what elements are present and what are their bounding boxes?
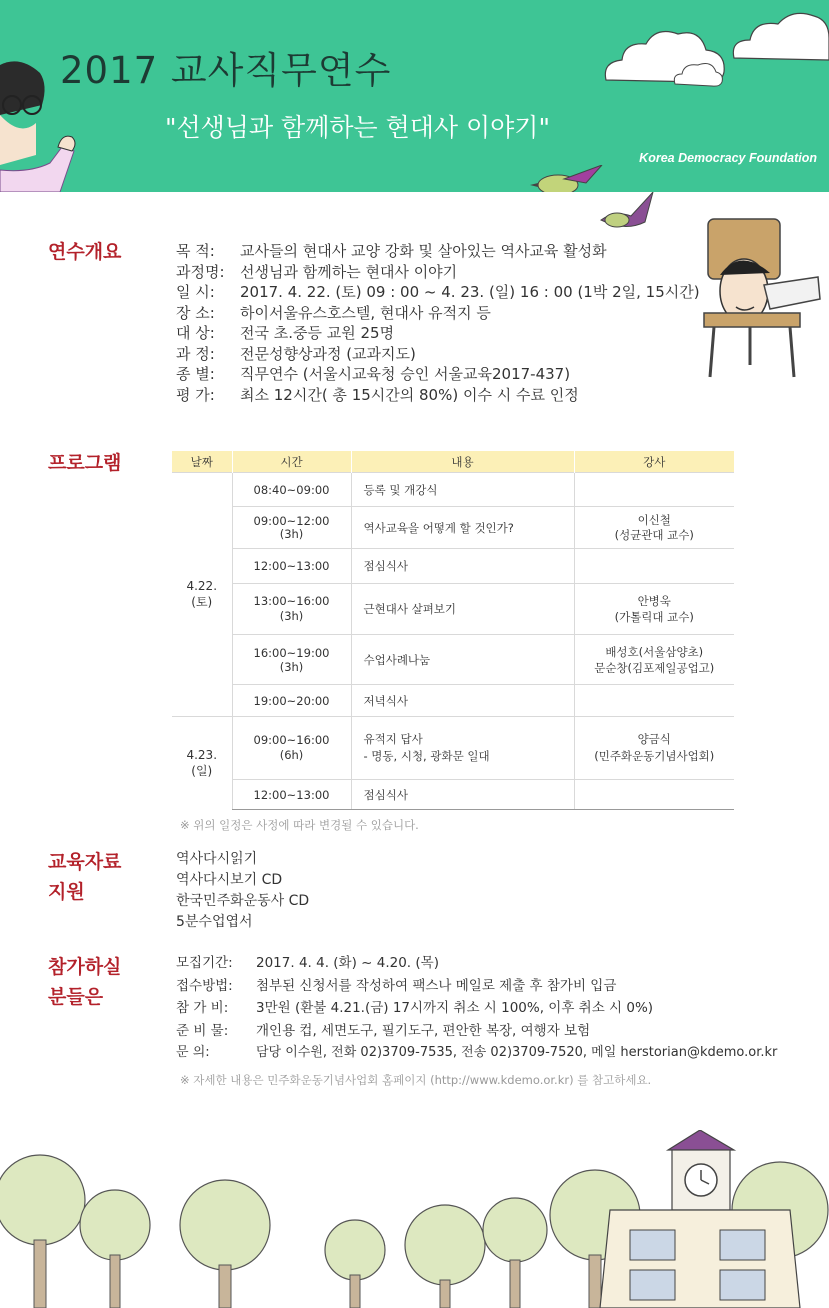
participation-row — [176, 997, 777, 1020]
column-header: 시간 — [232, 451, 351, 473]
time-cell: 16:00~19:00 (3h) — [232, 635, 351, 685]
program-heading: 프로그램 — [48, 452, 122, 474]
date-cell: 4.22. (토) — [172, 473, 232, 717]
participation-list — [176, 952, 777, 1065]
content-cell: 근현대사 살펴보기 — [351, 584, 574, 635]
bird-illustration — [595, 192, 655, 232]
overview-value: 전문성향상과정 (교과지도) — [240, 344, 416, 363]
header-banner — [0, 0, 829, 192]
overview-value: 직무연수 (서울시교육청 승인 서울교육2017-437) — [240, 365, 571, 383]
participation-value: 2017. 4. 4. (화) ~ 4.20. (목) — [256, 955, 439, 971]
participation-row — [176, 952, 777, 975]
materials-heading-line: 지원 — [48, 881, 85, 903]
lecturer-cell: 양금식 (민주화운동기념사업회) — [574, 717, 734, 780]
participation-label: 참 가 비: — [176, 1000, 229, 1016]
lecturer-cell: 이신철 (성균관대 교수) — [574, 507, 734, 549]
overview-label: 과정명: — [176, 262, 225, 281]
overview-value: 교사들의 현대사 교양 강화 및 살아있는 역사교육 활성화 — [240, 242, 607, 260]
table-row — [172, 717, 734, 780]
overview-row — [176, 323, 700, 344]
student-chair-illustration — [700, 215, 828, 380]
cloud-illustration — [730, 8, 829, 68]
homepage-note: ※ 자세한 내용은 민주화운동기념사업회 홈페이지 (http://www.kdemo.or.kr) 를 참고하세요. — [180, 1073, 652, 1087]
participation-value: 첨부된 신청서를 작성하여 팩스나 메일로 제출 후 참가비 입금 — [256, 977, 617, 994]
participation-heading — [48, 952, 121, 1012]
overview-value: 전국 초.중등 교원 25명 — [240, 324, 395, 342]
time-cell: 09:00~16:00 (6h) — [232, 717, 351, 780]
overview-label: 장 소: — [176, 303, 215, 322]
column-header: 내용 — [351, 451, 574, 473]
content-cell: 점심식사 — [351, 780, 574, 810]
content-cell: 등록 및 개강식 — [351, 473, 574, 507]
participation-label: 준 비 물: — [176, 1022, 229, 1039]
column-header: 날짜 — [172, 451, 232, 473]
overview-row — [176, 282, 700, 303]
table-header-row — [172, 451, 734, 473]
lecturer-cell — [574, 473, 734, 507]
overview-value: 최소 12시간( 총 15시간의 80%) 이수 시 수료 인정 — [240, 385, 579, 404]
participation-heading-line: 참가하실 — [48, 956, 122, 978]
overview-row — [176, 344, 700, 365]
program-table — [172, 451, 734, 810]
participation-heading-line: 분들은 — [48, 986, 104, 1008]
foundation-name: Korea Democracy Foundation — [639, 151, 817, 165]
overview-row — [176, 262, 700, 283]
participation-value: 담당 이수원, 전화 02)3709-7535, 전송 02)3709-7520, 메일 herstorian@kdemo.or.kr — [256, 1045, 778, 1060]
list-item: 한국민주화운동사 CD — [176, 893, 310, 909]
lecturer-cell — [574, 549, 734, 584]
materials-heading-line: 교육자료 — [48, 851, 122, 873]
overview-label: 과 정: — [176, 344, 215, 363]
content-cell: 역사교육을 어떻게 할 것인가? — [351, 507, 574, 549]
trees-illustration — [0, 1130, 829, 1308]
schedule-note: ※ 위의 일정은 사정에 따라 변경될 수 있습니다. — [180, 818, 419, 832]
overview-value: 선생님과 함께하는 현대사 이야기 — [240, 262, 458, 281]
overview-label: 대 상: — [176, 324, 215, 342]
page-title: 2017 교사직무연수 — [60, 49, 392, 92]
cloud-illustration — [672, 60, 724, 88]
bird-illustration — [528, 165, 608, 192]
overview-label: 일 시: — [176, 283, 215, 301]
content-cell: 수업사례나눔 — [351, 635, 574, 685]
page-subtitle: "선생님과 함께하는 현대사 이야기" — [165, 113, 550, 142]
participation-label: 문 의: — [176, 1045, 210, 1060]
lecturer-cell: 배성호(서울삼양초) 문순창(김포제일공업고) — [574, 635, 734, 685]
list-item: 5분수업엽서 — [176, 914, 253, 930]
time-cell: 08:40~09:00 — [232, 473, 351, 507]
list-item: 역사다시보기 CD — [176, 872, 283, 888]
table-row — [172, 549, 734, 584]
time-cell: 09:00~12:00 (3h) — [232, 507, 351, 549]
list-item: 역사다시읽기 — [176, 851, 258, 867]
overview-label: 평 가: — [176, 385, 215, 404]
participation-value: 개인용 컵, 세면도구, 필기도구, 편안한 복장, 여행자 보험 — [256, 1022, 591, 1039]
participation-row — [176, 1042, 777, 1065]
participation-value: 3만원 (환불 4.21.(금) 17시까지 취소 시 100%, 이후 취소 시 0%) — [256, 1000, 654, 1016]
table-row — [172, 507, 734, 549]
materials-heading — [48, 847, 121, 907]
time-cell: 12:00~13:00 — [232, 549, 351, 584]
participation-row — [176, 1020, 777, 1043]
time-cell: 19:00~20:00 — [232, 685, 351, 717]
time-cell: 13:00~16:00 (3h) — [232, 584, 351, 635]
overview-row — [176, 385, 700, 406]
overview-label: 종 별: — [176, 365, 215, 383]
content-cell: 저녁식사 — [351, 685, 574, 717]
table-row — [172, 584, 734, 635]
table-row — [172, 473, 734, 507]
table-row — [172, 685, 734, 717]
lecturer-cell — [574, 685, 734, 717]
overview-label: 목 적: — [176, 242, 215, 260]
school-building-illustration — [600, 1130, 800, 1308]
materials-list — [176, 849, 309, 933]
table-row — [172, 780, 734, 810]
overview-row — [176, 241, 700, 262]
lecturer-cell: 안병욱 (가톨릭대 교수) — [574, 584, 734, 635]
overview-value: 하이서울유스호스텔, 현대사 유적지 등 — [240, 303, 491, 322]
overview-row — [176, 364, 700, 385]
lecturer-cell — [574, 780, 734, 810]
participation-label: 모집기간: — [176, 955, 233, 971]
overview-row — [176, 303, 700, 324]
overview-list — [176, 241, 700, 405]
date-cell: 4.23. (일) — [172, 717, 232, 810]
overview-value: 2017. 4. 22. (토) 09 : 00 ~ 4. 23. (일) 16 : 00 (1박 2일, 15시간) — [240, 283, 700, 301]
participation-row — [176, 975, 777, 998]
time-cell: 12:00~13:00 — [232, 780, 351, 810]
content-cell: 유적지 답사 - 명동, 시청, 광화문 일대 — [351, 717, 574, 780]
participation-label: 접수방법: — [176, 977, 233, 994]
column-header: 강사 — [574, 451, 734, 473]
content-cell: 점심식사 — [351, 549, 574, 584]
table-row — [172, 635, 734, 685]
overview-heading: 연수개요 — [48, 241, 122, 263]
